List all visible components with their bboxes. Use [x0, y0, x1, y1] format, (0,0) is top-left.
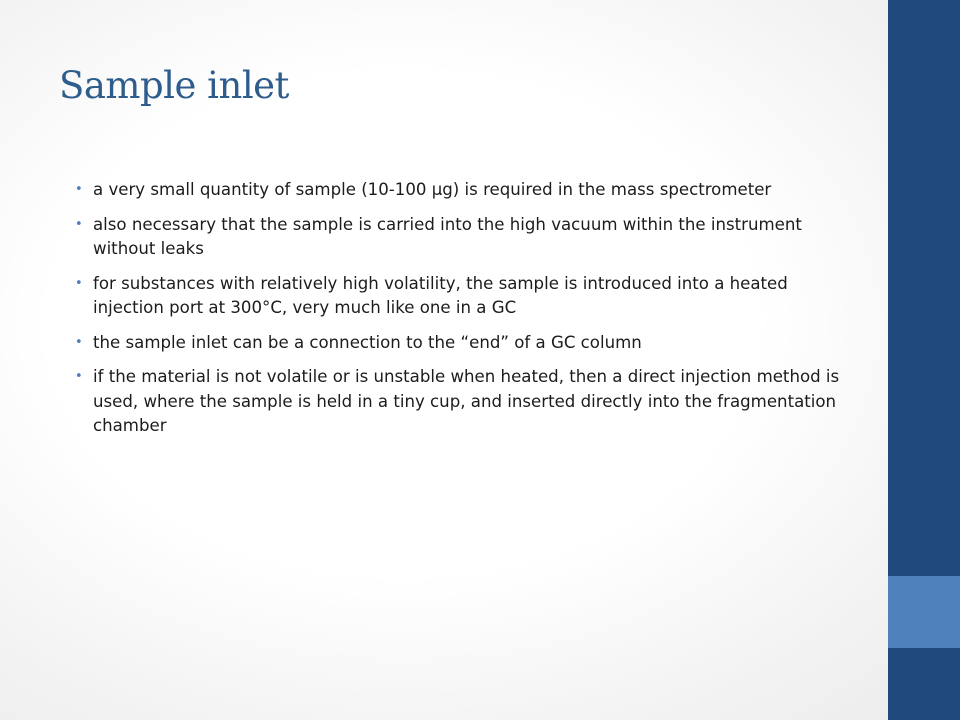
bullet-dot-icon: • — [75, 369, 83, 384]
decorative-bar-dark-bottom — [888, 648, 960, 720]
bullet-item — [75, 331, 845, 356]
bullet-item — [75, 272, 845, 321]
bullet-text: also necessary that the sample is carried into the high vacuum within the instrument without leaks — [93, 214, 802, 258]
decorative-bar-dark — [888, 0, 960, 576]
bullet-item — [75, 178, 845, 203]
bullet-dot-icon: • — [75, 275, 83, 291]
slide-title: Sample inlet — [59, 64, 289, 107]
bullet-text: the sample inlet can be a connection to the “end” of a GC column — [93, 332, 642, 352]
decorative-bar-accent — [888, 576, 960, 648]
bullet-text: a very small quantity of sample (10-100 μg) is required in the mass spectrometer — [93, 180, 772, 199]
bullet-text: if the material is not volatile or is unstable when heated, then a direct injection method is used, where the sample is held in a tiny cup, and inserted directly into the fragmentation chamber — [93, 367, 840, 435]
bullet-list — [75, 178, 845, 449]
bullet-dot-icon: • — [75, 216, 83, 232]
bullet-text: for substances with relatively high volatility, the sample is introduced into a heated injection port at 300°C, very much like one in a GC — [93, 273, 788, 317]
bullet-dot-icon: • — [75, 182, 83, 197]
bullet-item — [75, 213, 845, 262]
bullet-item — [75, 365, 845, 439]
bullet-dot-icon: • — [75, 334, 83, 350]
